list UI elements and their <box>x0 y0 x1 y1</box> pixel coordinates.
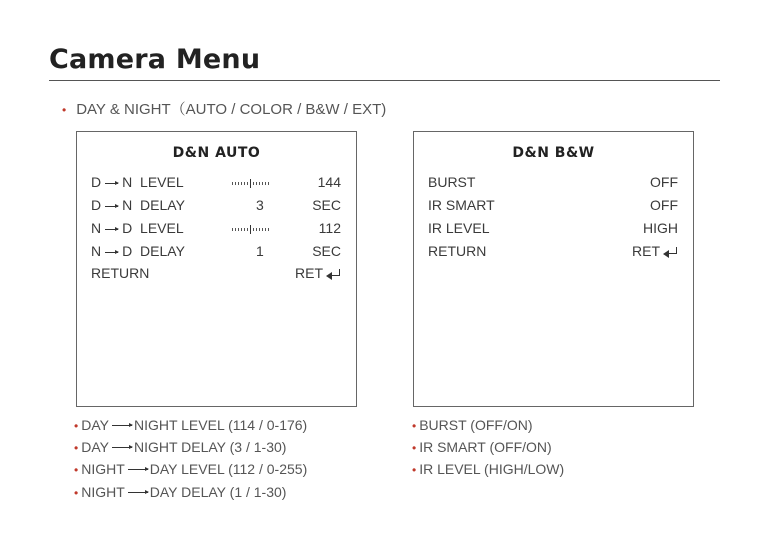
row-label: D N LEVEL <box>91 174 184 190</box>
row-label: BURST <box>428 174 476 190</box>
row-label: N D LEVEL <box>91 220 184 236</box>
note-item: • DAY NIGHT LEVEL (114 / 0-176) <box>74 417 308 433</box>
row-value: 112 <box>318 220 341 236</box>
delay-value[interactable]: 1 <box>256 243 264 259</box>
menu-row-return[interactable] <box>77 265 356 285</box>
note-item: • NIGHT DAY DELAY (1 / 1-30) <box>74 484 287 500</box>
title-divider <box>49 80 720 81</box>
return-enter-icon <box>326 269 341 279</box>
return-label: RETURN <box>91 265 150 281</box>
row-value: 144 <box>317 174 341 190</box>
delay-value[interactable]: 3 <box>256 197 264 213</box>
row-value[interactable]: OFF <box>650 197 678 213</box>
page-title: Camera Menu <box>49 44 261 75</box>
slider-thumb[interactable] <box>250 179 251 188</box>
menu-row-dn-level[interactable] <box>77 174 356 194</box>
dn-bw-menu-panel <box>413 131 694 407</box>
note-item: • IR LEVEL (HIGH/LOW) <box>412 461 565 477</box>
right-arrow-icon <box>105 183 118 184</box>
dn-bw-title: D&N B&W <box>512 145 595 161</box>
section-heading <box>62 98 386 119</box>
menu-row-return[interactable] <box>414 243 693 263</box>
return-button[interactable]: RET <box>632 243 678 259</box>
right-arrow-icon <box>112 447 132 448</box>
right-arrow-icon <box>105 229 118 230</box>
dot-bullet-icon: • <box>412 463 417 477</box>
menu-row-ir-level[interactable] <box>414 220 693 240</box>
right-arrow-icon <box>112 425 132 426</box>
row-label: IR LEVEL <box>428 220 490 236</box>
row-label: D N DELAY <box>91 197 185 213</box>
level-slider[interactable] <box>232 224 270 234</box>
note-item: • IR SMART (OFF/ON) <box>412 439 552 455</box>
return-button[interactable]: RET <box>295 265 341 281</box>
return-enter-icon <box>663 247 678 257</box>
row-unit: SEC <box>312 243 341 259</box>
menu-row-ir-smart[interactable] <box>414 197 693 217</box>
dot-bullet-icon: • <box>412 441 417 455</box>
row-unit: SEC <box>312 197 341 213</box>
note-item: • DAY NIGHT DELAY (3 / 1-30) <box>74 439 287 455</box>
menu-row-burst[interactable] <box>414 174 693 194</box>
row-value[interactable]: HIGH <box>643 220 678 236</box>
dot-bullet-icon: • <box>74 419 79 433</box>
slider-thumb[interactable] <box>250 225 251 234</box>
right-arrow-icon <box>105 252 118 253</box>
right-arrow-icon <box>128 492 148 493</box>
menu-row-dn-delay[interactable] <box>77 197 356 217</box>
right-arrow-icon <box>105 206 118 207</box>
dot-bullet-icon: • <box>74 463 79 477</box>
dot-bullet-icon: • <box>74 441 79 455</box>
dot-bullet-icon: • <box>412 419 417 433</box>
section-heading-text: DAY & NIGHT（AUTO / COLOR / B&W / EXT) <box>76 101 387 118</box>
dn-auto-title: D&N AUTO <box>172 145 261 161</box>
menu-row-nd-level[interactable] <box>77 220 356 240</box>
row-label: N D DELAY <box>91 243 185 259</box>
level-slider[interactable] <box>232 178 270 188</box>
note-item: • NIGHT DAY LEVEL (112 / 0-255) <box>74 461 308 477</box>
note-item: • BURST (OFF/ON) <box>412 417 533 433</box>
row-label: IR SMART <box>428 197 495 213</box>
dot-bullet-icon: • <box>62 103 67 117</box>
dot-bullet-icon: • <box>74 486 79 500</box>
right-arrow-icon <box>128 469 148 470</box>
row-value[interactable]: OFF <box>650 174 678 190</box>
menu-row-nd-delay[interactable] <box>77 243 356 263</box>
dn-auto-menu-panel <box>76 131 357 407</box>
return-label: RETURN <box>428 243 487 259</box>
